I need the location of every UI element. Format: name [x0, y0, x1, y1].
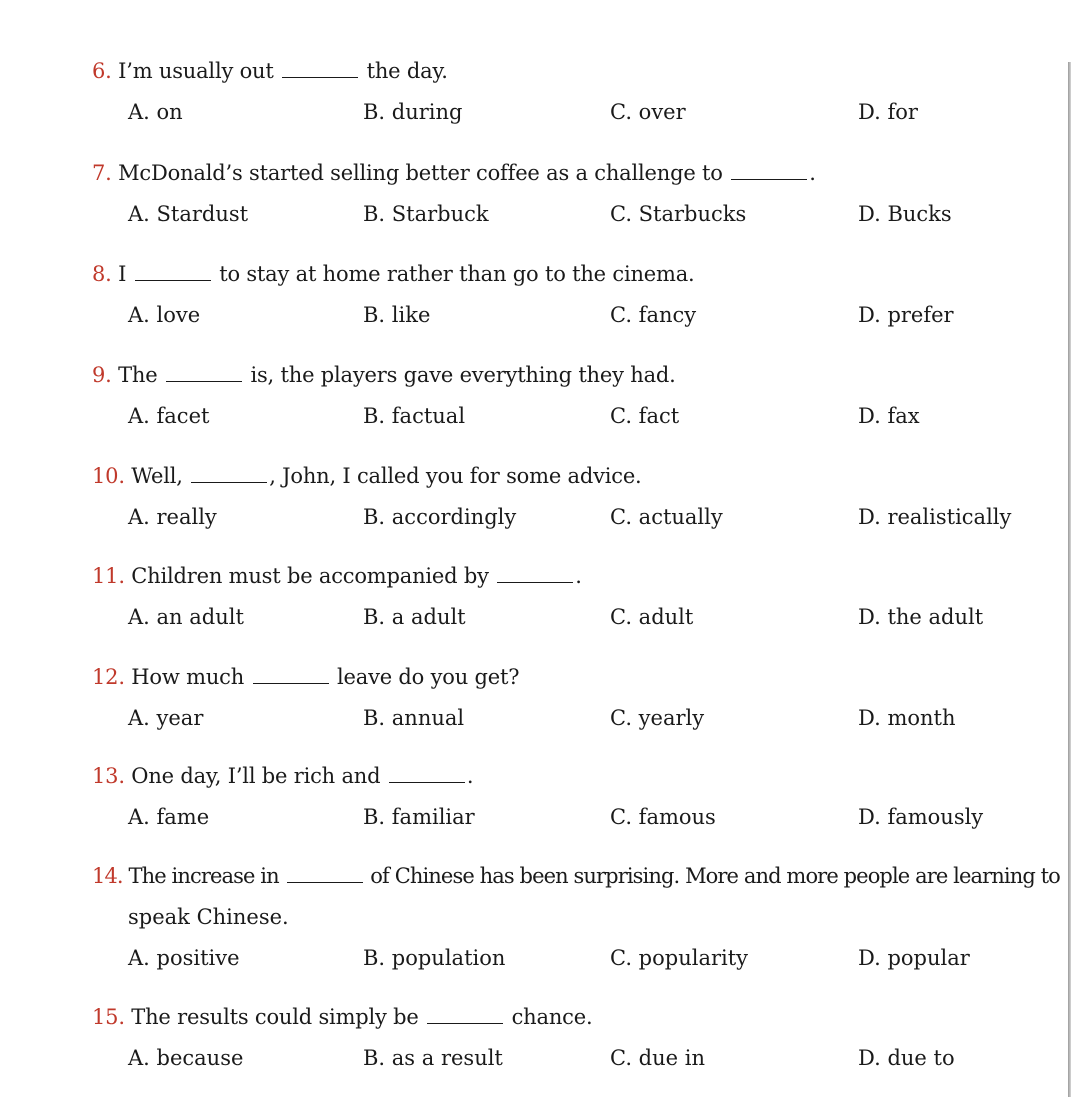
stem-text-after: chance.: [511, 1005, 593, 1029]
option-b[interactable]: B. as a result: [363, 1046, 503, 1070]
answer-blank: [135, 264, 211, 281]
option-b[interactable]: B. Starbuck: [363, 202, 489, 226]
stem-continuation: speak Chinese.: [128, 905, 289, 929]
option-d[interactable]: D. fax: [858, 404, 920, 428]
stem-text-before: The: [118, 363, 158, 387]
option-d[interactable]: D. the adult: [858, 605, 984, 629]
option-c[interactable]: C. fact: [610, 404, 680, 428]
stem-text-before: McDonald’s started selling better coffee as a challenge to: [118, 161, 723, 185]
option-a[interactable]: A. really: [128, 505, 217, 529]
option-b[interactable]: B. during: [363, 100, 463, 124]
stem-text-before: I: [118, 262, 127, 286]
question-number: 6.: [92, 59, 112, 83]
stem-text-before: Children must be accompanied by: [131, 564, 489, 588]
question-stem: [92, 361, 676, 389]
answer-blank: [166, 365, 242, 382]
question-stem: [92, 762, 473, 790]
answer-blank: [731, 163, 807, 180]
answer-blank: [497, 566, 573, 583]
answer-blank: [427, 1007, 503, 1024]
option-a[interactable]: A. fame: [128, 805, 210, 829]
question-stem: [92, 663, 519, 691]
option-d[interactable]: D. Bucks: [858, 202, 952, 226]
option-c[interactable]: C. Starbucks: [610, 202, 747, 226]
option-a[interactable]: A. on: [128, 100, 183, 124]
options-row: [0, 98, 1070, 128]
options-row: [0, 603, 1070, 633]
question-number: 14.: [92, 864, 123, 888]
option-c[interactable]: C. due in: [610, 1046, 705, 1070]
option-b[interactable]: B. accordingly: [363, 505, 517, 529]
question-stem: [92, 57, 448, 85]
question-14: [0, 862, 1070, 982]
option-c[interactable]: C. popularity: [610, 946, 749, 970]
question-number: 11.: [92, 564, 125, 588]
stem-text-after: .: [466, 764, 474, 788]
stem-text-after: , John, I called you for some advice.: [269, 464, 642, 488]
options-row: [0, 944, 1070, 974]
stem-text-before: Well,: [131, 464, 183, 488]
option-d[interactable]: D. popular: [858, 946, 970, 970]
options-row: [0, 301, 1070, 331]
options-row: [0, 402, 1070, 432]
stem-text-after: the day.: [366, 59, 448, 83]
stem-text-before: The results could simply be: [131, 1005, 419, 1029]
option-d[interactable]: D. for: [858, 100, 918, 124]
page-edge-divider: [1068, 62, 1071, 1097]
stem-text-before: I’m usually out: [118, 59, 274, 83]
stem-text-after: is, the players gave everything they had.: [250, 363, 676, 387]
stem-text-after: of Chinese has been surprising. More and more people are learning to: [370, 864, 1060, 888]
option-c[interactable]: C. actually: [610, 505, 723, 529]
option-c[interactable]: C. fancy: [610, 303, 697, 327]
option-c[interactable]: C. famous: [610, 805, 716, 829]
options-row: [0, 503, 1070, 533]
stem-text-before: How much: [131, 665, 245, 689]
question-stem: [92, 462, 642, 490]
option-d[interactable]: D. due to: [858, 1046, 955, 1070]
option-d[interactable]: D. realistically: [858, 505, 1012, 529]
question-number: 15.: [92, 1005, 125, 1029]
options-row: [0, 803, 1070, 833]
question-stem: [92, 159, 816, 187]
options-row: [0, 1044, 1070, 1074]
question-number: 10.: [92, 464, 125, 488]
option-b[interactable]: B. annual: [363, 706, 465, 730]
option-d[interactable]: D. prefer: [858, 303, 954, 327]
option-a[interactable]: A. love: [128, 303, 201, 327]
question-number: 7.: [92, 161, 112, 185]
question-stem: [92, 260, 695, 288]
question-stem: [92, 562, 582, 590]
options-row: [0, 704, 1070, 734]
stem-text-before: The increase in: [128, 864, 279, 888]
answer-blank: [282, 61, 358, 78]
option-c[interactable]: C. yearly: [610, 706, 705, 730]
answer-blank: [287, 866, 363, 883]
option-a[interactable]: A. year: [128, 706, 204, 730]
question-stem: [92, 862, 1060, 890]
stem-text-before: One day, I’ll be rich and: [131, 764, 381, 788]
question-number: 13.: [92, 764, 125, 788]
question-number: 8.: [92, 262, 112, 286]
stem-text-after: to stay at home rather than go to the cinema.: [219, 262, 695, 286]
option-a[interactable]: A. facet: [128, 404, 210, 428]
option-a[interactable]: A. because: [128, 1046, 244, 1070]
option-b[interactable]: B. population: [363, 946, 506, 970]
stem-text-after: .: [809, 161, 816, 185]
option-b[interactable]: B. a adult: [363, 605, 466, 629]
options-row: [0, 200, 1070, 230]
stem-text-after: leave do you get?: [337, 665, 520, 689]
answer-blank: [253, 667, 329, 684]
option-b[interactable]: B. like: [363, 303, 431, 327]
option-c[interactable]: C. adult: [610, 605, 694, 629]
option-d[interactable]: D. month: [858, 706, 956, 730]
option-b[interactable]: B. factual: [363, 404, 466, 428]
stem-text-after: .: [575, 564, 582, 588]
question-number: 9.: [92, 363, 112, 387]
answer-blank: [389, 766, 465, 783]
option-c[interactable]: C. over: [610, 100, 686, 124]
answer-blank: [191, 466, 267, 483]
option-a[interactable]: A. positive: [128, 946, 240, 970]
option-a[interactable]: A. Stardust: [128, 202, 249, 226]
option-a[interactable]: A. an adult: [128, 605, 244, 629]
option-b[interactable]: B. familiar: [363, 805, 475, 829]
question-stem: [92, 1003, 592, 1031]
question-number: 12.: [92, 665, 125, 689]
option-d[interactable]: D. famously: [858, 805, 984, 829]
